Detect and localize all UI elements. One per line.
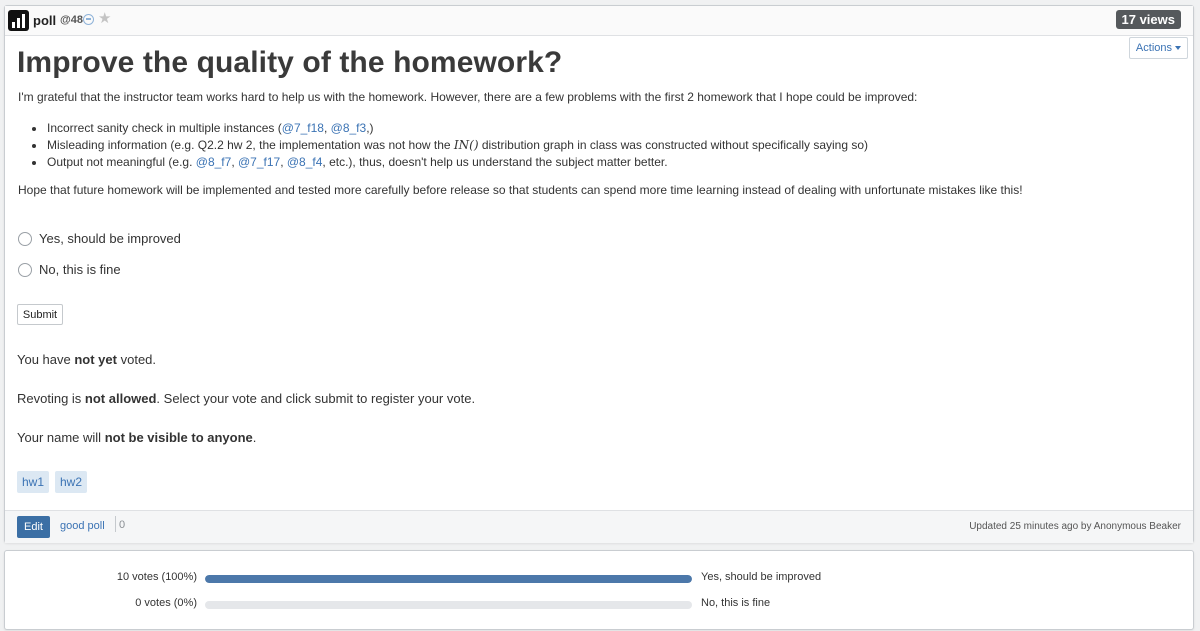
revote-notice: Revoting is not allowed. Select your vote and click submit to register your vote. xyxy=(17,391,476,406)
actions-dropdown[interactable] xyxy=(1129,37,1188,59)
results-card xyxy=(4,550,1194,630)
post-outro: Hope that future homework will be implemented and tested more carefully before release so that students can spend more time learning instead of dealing with unfortunate mistakes like this! xyxy=(18,183,1023,197)
post-link[interactable]: @7_f17 xyxy=(237,155,281,169)
good-poll-button[interactable]: good poll xyxy=(60,520,105,532)
edit-button[interactable]: Edit xyxy=(17,516,50,538)
issue-item: Incorrect sanity check in multiple instances (@7_f18, @8_f3,) xyxy=(18,120,1178,137)
good-poll-count: 0 xyxy=(115,516,125,532)
watch-icon[interactable] xyxy=(83,14,94,25)
poll-option-no[interactable] xyxy=(18,261,121,279)
issue-item: Output not meaningful (e.g. @8_f7, @7_f17, @8_f4, etc.), thus, doesn't help us understand the subject matter better. xyxy=(18,154,1178,171)
result-row xyxy=(5,597,1193,611)
poll-option-label: No, this is fine xyxy=(39,262,121,278)
post-header xyxy=(5,6,1193,36)
post-type-label: poll xyxy=(33,13,57,28)
issue-list xyxy=(18,120,1178,171)
result-bar-track xyxy=(205,575,692,583)
post-link[interactable]: @8_f7 xyxy=(195,155,232,169)
views-badge: 17 views xyxy=(1116,10,1182,29)
radio-button[interactable] xyxy=(18,232,32,246)
privacy-notice: Your name will not be visible to anyone. xyxy=(17,430,257,445)
tag-hw2[interactable]: hw2 xyxy=(55,471,87,493)
post-footer xyxy=(5,510,1193,543)
post-link[interactable]: @8_f3 xyxy=(330,121,367,135)
tag-hw1[interactable]: hw1 xyxy=(17,471,49,493)
result-count: 10 votes (100%) xyxy=(116,571,197,583)
post-link[interactable]: @8_f4 xyxy=(286,155,323,169)
star-icon[interactable]: ★ xyxy=(98,10,112,27)
result-bar-fill xyxy=(205,575,692,583)
vote-status: You have not yet voted. xyxy=(17,352,157,367)
submit-button[interactable]: Submit xyxy=(17,304,63,325)
result-label: Yes, should be improved xyxy=(701,571,822,583)
radio-button[interactable] xyxy=(18,263,32,277)
poll-option-yes[interactable] xyxy=(18,230,181,248)
post-number: @48 xyxy=(60,14,83,26)
caret-down-icon xyxy=(1175,46,1181,50)
poll-option-label: Yes, should be improved xyxy=(39,231,181,247)
actions-label: Actions xyxy=(1135,42,1172,54)
result-bar-track xyxy=(205,601,692,609)
bar-chart-icon xyxy=(8,10,29,31)
post-intro: I'm grateful that the instructor team works hard to help us with the homework. However, there are a few problems with the first 2 homework that I hope could be improved: xyxy=(18,90,918,104)
result-label: No, this is fine xyxy=(701,597,771,609)
issue-item: Misleading information (e.g. Q2.2 hw 2, the implementation was not how the IN() distribution graph in class was constructed without specifically saying so) xyxy=(18,137,1178,154)
post-card xyxy=(4,5,1194,543)
post-title: Improve the quality of the homework? xyxy=(17,46,563,79)
updated-info: Updated 25 minutes ago by Anonymous Beaker xyxy=(969,521,1181,532)
result-row xyxy=(5,571,1193,585)
math-expression: IN() xyxy=(453,138,479,152)
result-count: 0 votes (0%) xyxy=(135,597,197,609)
post-link[interactable]: @7_f18 xyxy=(281,121,324,135)
post-body xyxy=(18,89,1178,198)
